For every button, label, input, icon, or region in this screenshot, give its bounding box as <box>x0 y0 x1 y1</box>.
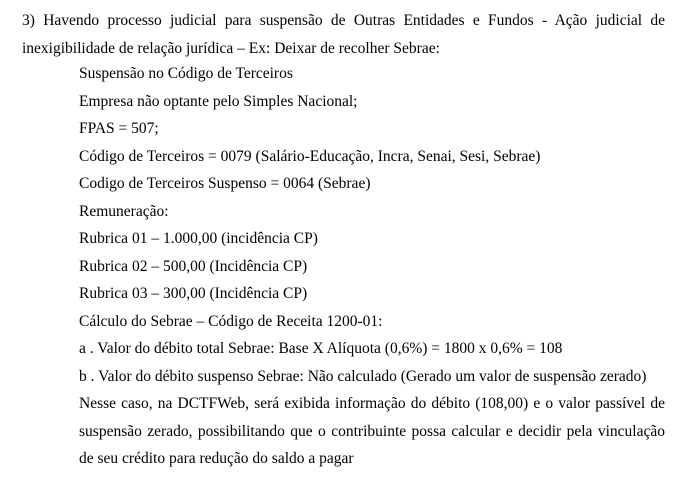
section-heading: 3) Havendo processo judicial para suspensão de Outras Entidades e Fundos - Ação judicial de inexigibilidade de relação jurídica – Ex: Deixar de recolher Sebrae: <box>22 12 665 57</box>
line-total-debit: a . Valor do débito total Sebrae: Base X Alíquota (0,6%) = 1800 x 0,6% = 108 <box>79 340 563 357</box>
closing-paragraph: Nesse caso, na DCTFWeb, será exibida informação do débito (108,00) e o valor passível de suspensão zerado, possibilitando que o contribuinte possa calcular e decidir pela vinculação de seu crédito para redução do saldo a pagar <box>79 395 665 467</box>
line-fpas: FPAS = 507; <box>79 120 159 137</box>
line-rubrica-01: Rubrica 01 – 1.000,00 (incidência CP) <box>79 230 318 247</box>
example-block <box>79 60 669 473</box>
line-company-regime: Empresa não optante pelo Simples Nacional; <box>79 92 358 110</box>
line-remuneration-label: Remuneração: <box>79 202 169 220</box>
line-suspended-debit: b . Valor do débito suspenso Sebrae: Não calculado (Gerado um valor de suspensão zerado) <box>79 367 647 385</box>
line-calculation-title: Cálculo do Sebrae – Código de Receita 1200-01: <box>79 312 383 330</box>
line-rubrica-03: Rubrica 03 – 300,00 (Incidência CP) <box>79 285 308 302</box>
line-suspended-code: Codigo de Terceiros Suspenso = 0064 (Sebrae) <box>79 175 371 192</box>
line-third-party-code: Código de Terceiros = 0079 (Salário-Educação, Incra, Senai, Sesi, Sebrae) <box>79 147 541 165</box>
line-rubrica-02: Rubrica 02 – 500,00 (Incidência CP) <box>79 257 308 275</box>
line-suspension-code: Suspensão no Código de Terceiros <box>79 65 293 82</box>
